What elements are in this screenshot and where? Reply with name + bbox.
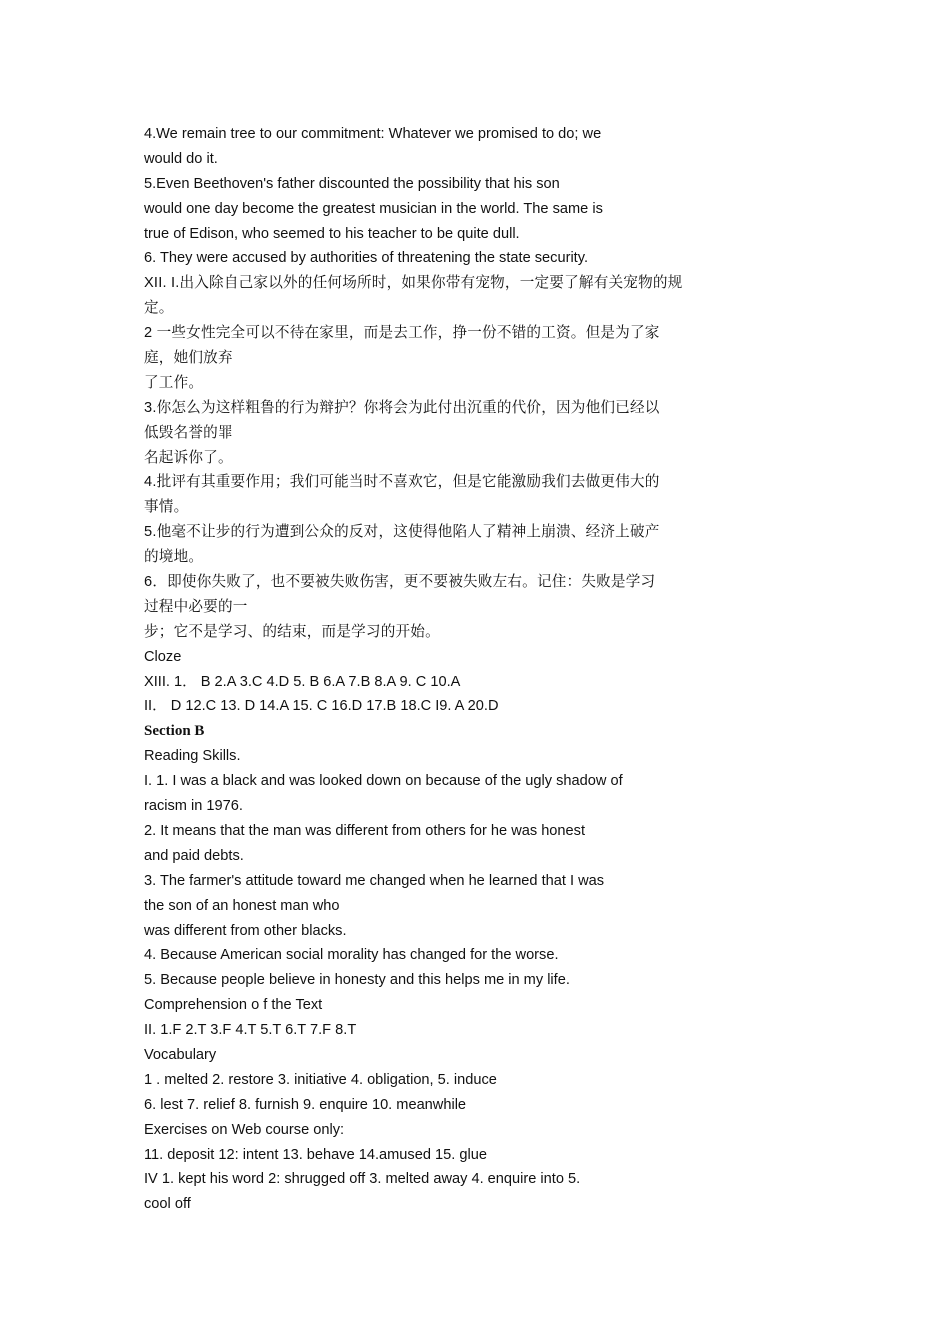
text-line: 名起诉你了。 (144, 449, 233, 466)
comprehension-heading: Comprehension o f the Text (144, 997, 323, 1014)
section-b-heading: Section B (144, 723, 205, 740)
text-line: 定。 (144, 300, 174, 317)
text-line: Exercises on Web course only: (144, 1121, 345, 1138)
text-line: 3. The farmer's attitude toward me changed when he learned that I was (144, 872, 605, 889)
text-line: the son of an honest man who (144, 897, 340, 914)
text-line: IV 1. kept his word 2: shrugged off 3. melted away 4. enquire into 5. (144, 1171, 581, 1188)
vocabulary-heading: Vocabulary (144, 1046, 217, 1063)
text-line: 1 . melted 2. restore 3. initiative 4. obligation, 5. induce (144, 1071, 497, 1088)
text-line: 5.他毫不让步的行为遭到公众的反对，这使得他陷人了精神上崩溃、经济上破产 (144, 524, 660, 541)
text-line: and paid debts. (144, 847, 244, 864)
reading-skills-heading: Reading Skills. (144, 748, 241, 765)
text-line: 3.你怎么为这样粗鲁的行为辩护？你将会为此付出沉重的代价，因为他们已经以 (144, 399, 660, 416)
text-line: 低毁名誉的罪 (144, 424, 233, 441)
text-line: 步；它不是学习、的结束，而是学习的开始。 (144, 623, 440, 640)
text-line: XII. I.出入除自己家以外的任何场所时，如果你带有宠物，一定要了解有关宠物的规 (144, 275, 683, 292)
text-line: 6. lest 7. relief 8. furnish 9. enquire 10. meanwhile (144, 1096, 467, 1113)
text-line: 过程中必要的一 (144, 598, 248, 615)
text-line: 4.We remain tree to our commitment: Whatever we promised to do; we (144, 126, 602, 142)
text-line: 6. They were accused by authorities of threatening the state security. (144, 250, 589, 267)
text-line: 6．即使你失败了，也不要被失败伤害，更不要被失败左右。记住：失败是学习 (144, 574, 656, 591)
document-page (144, 122, 764, 1217)
text-line: 4. Because American social morality has changed for the worse. (144, 947, 559, 964)
text-line: would do it. (144, 150, 218, 167)
text-line: I. 1. I was a black and was looked down on because of the ugly shadow of (144, 773, 623, 790)
text-line: cool off (144, 1196, 191, 1213)
text-line: 2. It means that the man was different from others for he was honest (144, 822, 586, 839)
text-line: II. 1.F 2.T 3.F 4.T 5.T 6.T 7.F 8.T (144, 1022, 357, 1039)
text-line: was different from other blacks. (144, 922, 347, 939)
text-line: 庭，她们放弃 (144, 350, 233, 367)
text-line: 2 一些女性完全可以不待在家里，而是去工作，挣一份不错的工资。但是为了家 (144, 325, 660, 342)
text-line: 5.Even Beethoven's father discounted the possibility that his son (144, 175, 560, 192)
text-line: II． D 12.C 13. D 14.A 15. C 16.D 17.B 18.C I9. A 20.D (144, 698, 499, 715)
text-line: would one day become the greatest musician in the world. The same is (144, 200, 603, 217)
text-line: 事情。 (144, 499, 189, 516)
text-line: racism in 1976. (144, 798, 243, 815)
cloze-heading: Cloze (144, 648, 182, 665)
text-line: true of Edison, who seemed to his teacher to be quite dull. (144, 225, 520, 242)
text-line: 了工作。 (144, 374, 204, 391)
text-line: 4.批评有其重要作用；我们可能当时不喜欢它，但是它能激励我们去做更伟大的 (144, 474, 660, 491)
text-line: XIII. 1． B 2.A 3.C 4.D 5. B 6.A 7.B 8.A 9. C 10.A (144, 673, 461, 690)
text-line: 11. deposit 12: intent 13. behave 14.amused 15. glue (144, 1146, 487, 1163)
text-line: 的境地。 (144, 549, 204, 566)
text-line: 5. Because people believe in honesty and this helps me in my life. (144, 972, 570, 989)
